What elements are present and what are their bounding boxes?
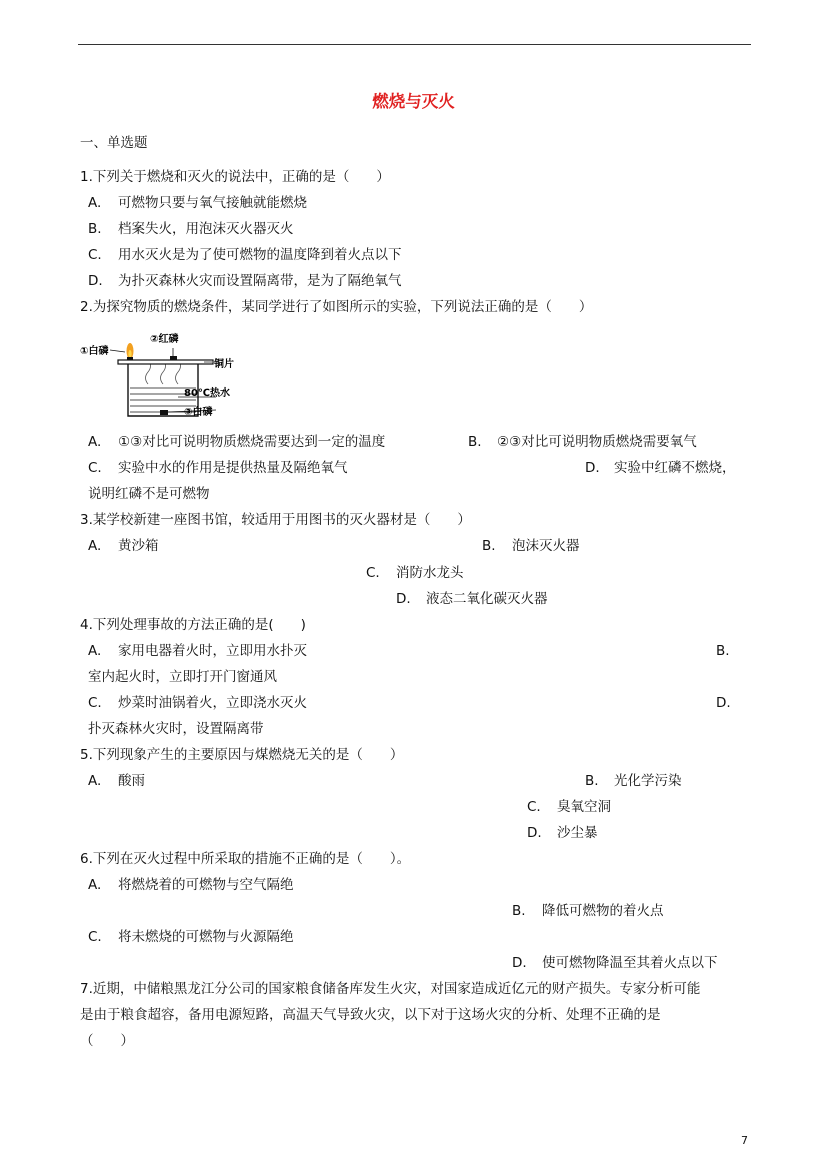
copper-plate [118,360,213,364]
q6-option-a-letter: A. [88,877,102,893]
q6-option-c-letter: C. [88,929,102,945]
header-rule [78,44,751,45]
q1-option-c-letter: C. [88,247,102,263]
q5-option-d-letter: D. [527,825,542,841]
q5-option-a-letter: A. [88,773,102,789]
q1-option-a-letter: A. [88,195,102,211]
q1-option-c: 用水灭火是为了使可燃物的温度降到着火点以下 [118,247,402,263]
underwater-phosphorus [160,410,168,415]
q3-option-b: 泡沫灭火器 [512,538,580,554]
q3-stem: 3.某学校新建一座图书馆，较适用于用图书的灭火器材是（ ） [80,512,471,528]
red-phosphorus [170,356,177,360]
q5-option-b: 光化学污染 [614,773,682,789]
q2-option-b: ②③对比可说明物质燃烧需要氧气 [497,434,697,450]
q4-option-c-letter: C. [88,695,102,711]
q4-option-b: 室内起火时，立即打开门窗通风 [88,669,277,685]
label-white-phosphorus-3: ③白磷 [184,407,213,418]
section-heading: 一、单选题 [80,135,148,151]
q4-stem: 4.下列处理事故的方法正确的是( ) [80,617,306,633]
q2-option-d: 实验中红磷不燃烧， [614,460,736,476]
q4-option-a: 家用电器着火时，立即用水扑灭 [118,643,307,659]
q2-option-b-letter: B. [468,434,482,450]
q2-option-a: ①③对比可说明物质燃烧需要达到一定的温度 [118,434,386,450]
q6-option-b-letter: B. [512,903,526,919]
q1-stem: 1.下列关于燃烧和灭火的说法中，正确的是（ ） [80,169,390,185]
q5-option-a: 酸雨 [118,773,145,789]
q3-option-d-letter: D. [396,591,411,607]
q4-option-c: 炒菜时油锅着火，立即浇水灭火 [118,695,307,711]
q2-option-d-continued: 说明红磷不是可燃物 [88,486,210,502]
q3-option-a: 黄沙箱 [118,538,159,554]
q1-option-d-letter: D. [88,273,103,289]
q1-option-d: 为扑灭森林火灾而设置隔离带，是为了隔绝氧气 [118,273,402,289]
q5-option-c: 臭氧空洞 [557,799,611,815]
q4-option-b-letter: B. [716,643,730,659]
q7-stem-line3: （ ） [80,1033,134,1049]
q2-option-c-letter: C. [88,460,102,476]
experiment-figure [78,330,258,422]
page-number: 7 [741,1134,748,1147]
label-hot-water: 80℃热水 [184,388,231,399]
q7-stem-line1: 7.近期，中储粮黑龙江分公司的国家粮食储备库发生火灾，对国家造成近亿元的财产损失。专家分析可能 [80,981,701,997]
q6-option-d: 使可燃物降温至其着火点以下 [542,955,718,971]
q2-option-a-letter: A. [88,434,102,450]
q3-option-d: 液态二氧化碳灭火器 [426,591,548,607]
q5-option-b-letter: B. [585,773,599,789]
label-copper-plate: 铜片 [214,359,234,370]
q4-option-a-letter: A. [88,643,102,659]
q6-option-c: 将未燃烧的可燃物与火源隔绝 [118,929,294,945]
page-title: 燃烧与灭火 [372,92,455,111]
label-red-phosphorus: ②红磷 [150,334,179,345]
q5-option-d: 沙尘暴 [557,825,598,841]
q1-option-a: 可燃物只要与氧气接触就能燃烧 [118,195,307,211]
label-white-phosphorus-1: ①白磷 [80,346,109,357]
q5-stem: 5.下列现象产生的主要原因与煤燃烧无关的是（ ） [80,747,404,763]
q2-option-d-letter: D. [585,460,600,476]
q1-option-b-letter: B. [88,221,102,237]
q5-option-c-letter: C. [527,799,541,815]
q3-option-b-letter: B. [482,538,496,554]
q6-option-d-letter: D. [512,955,527,971]
q3-option-a-letter: A. [88,538,102,554]
q1-option-b: 档案失火，用泡沫灭火器灭火 [118,221,294,237]
q4-option-d: 扑灭森林火灾时，设置隔离带 [88,721,264,737]
q3-option-c: 消防水龙头 [396,565,464,581]
q3-option-c-letter: C. [366,565,380,581]
q6-stem: 6.下列在灭火过程中所采取的措施不正确的是（ ）。 [80,851,411,867]
q2-option-c: 实验中水的作用是提供热量及隔绝氧气 [118,460,348,476]
q6-option-a: 将燃烧着的可燃物与空气隔绝 [118,877,294,893]
q4-option-d-letter: D. [716,695,731,711]
q2-stem: 2.为探究物质的燃烧条件，某同学进行了如图所示的实验，下列说法正确的是（ ） [80,299,593,315]
q7-stem-line2: 是由于粮食超容，备用电源短路，高温天气导致火灾，以下对于这场火灾的分析、处理不正确的是 [80,1007,661,1023]
q6-option-b: 降低可燃物的着火点 [542,903,664,919]
